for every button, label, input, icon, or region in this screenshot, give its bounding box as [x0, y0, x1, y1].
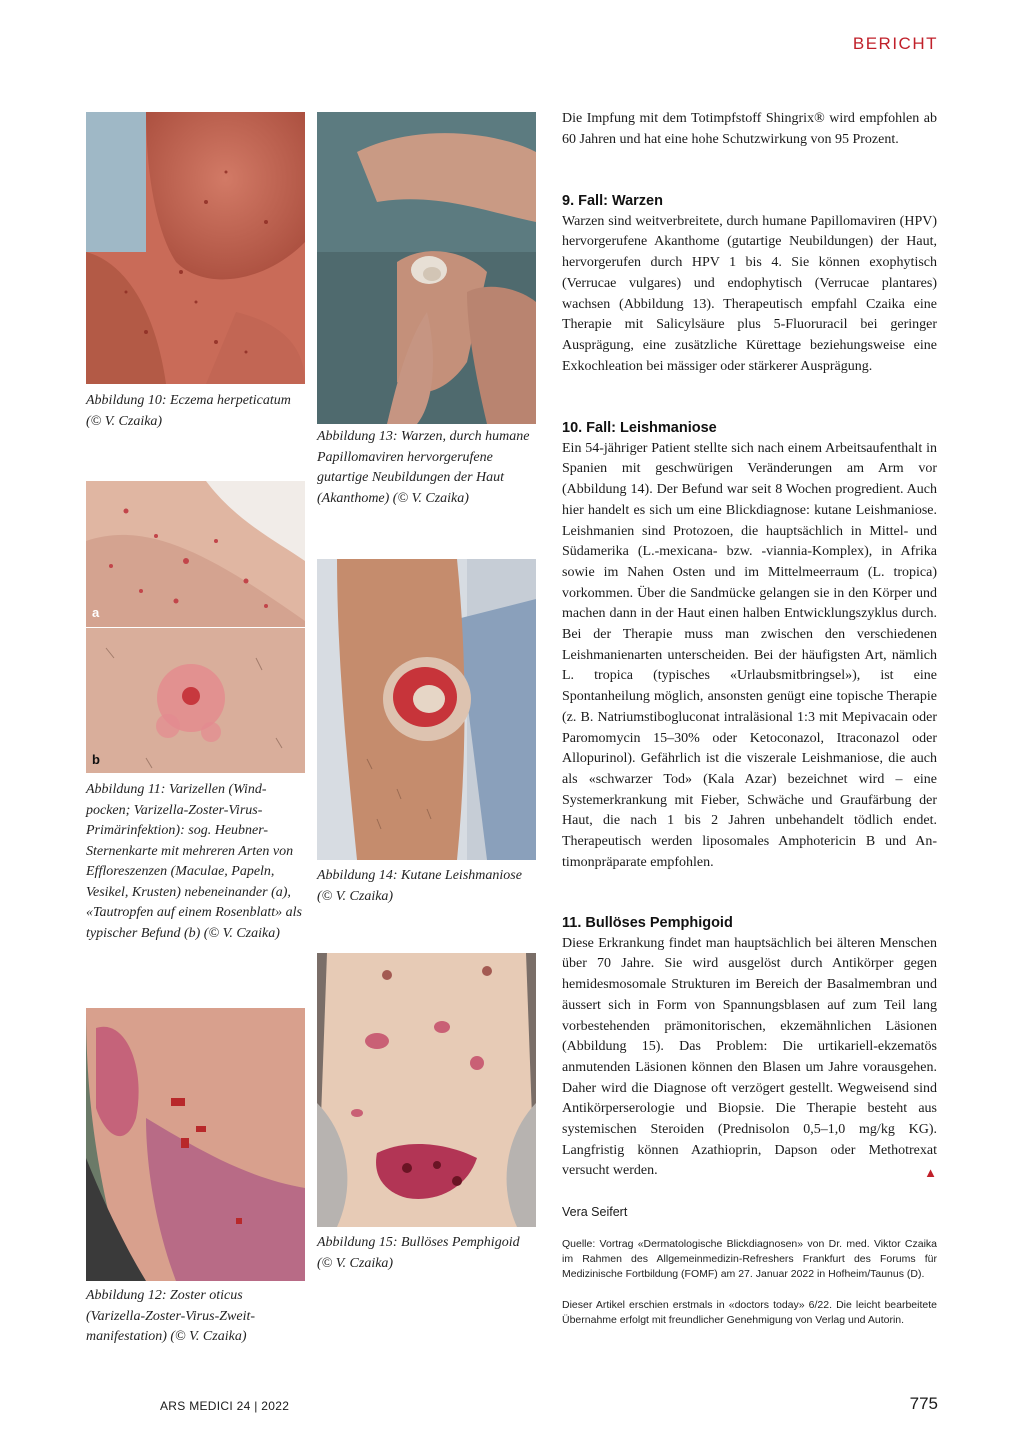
intro-paragraph: Die Impfung mit dem Totimpfstoff Shingrix® wird empfohlen ab 60 Jahren und hat eine hohe Schutzwirkung von 95 Prozent. [562, 111, 937, 147]
figure-11b-photo [86, 628, 305, 773]
figure-11a-photo [86, 481, 305, 627]
case-11-heading: 11. Bullöses Pemphigoid [562, 915, 733, 931]
author-name: Vera Seifert [562, 1205, 628, 1219]
case-9-heading: 9. Fall: Warzen [562, 193, 663, 209]
source-note: Quelle: Vortrag «Dermatologische Blickdiagnosen» von Dr. med. Viktor Czaika im Rahmen des Allgemeinmedizin-Refreshers Frankfurt des Forums für Medizinische Fortbildung (FOMF) am 27. Januar 2022 in Hofheim/Taunus (D). [562, 1238, 937, 1280]
case-9-text: Warzen sind weitverbreitete, durch humane Papillomaviren (HPV) hervorgerufene Akanthome (gutartige Neubildungen) der Haut, hervorgerufen durch HPV 1 bis 4. Sie können exophytisch (Verrucae vulgares) und endophytisch (Verrucae plantares) wachsen (Abbildung 13). Therapeutisch empfahl Czaika eine Therapie mit Salicylsäure plus 5-Fluoruracil bei geringer Ausprägung, eine zusätzliche Kürettage beziehungsweise eine Exkochleation bei mässiger oder stärkerer Ausprägung. [562, 213, 937, 374]
figure-15-caption: Abbildung 15: Bullöses Pemphigoid (© V. Czaika) [317, 1235, 520, 1271]
case-10-text: Ein 54-jähriger Patient stellte sich nach einem Arbeitsaufenthalt in Spanien mit geschwürigen Veränderungen am Arm vor (Abbildung 14). Der Befund war seit 8 Wochen progredient. Auch hier handelt es sich um eine Blickdiagnose: kutane Leishmaniose. Leishmanien sind Protozoen, die hauptsächlich in Mittel- und Südamerika (L.-mexicana- bzw. -viannia-Komplex), in Afrika sowie im Nahen Osten und im Mittelmeerraum (L. tropica) vorkommen. Über die Sandmücke gelangen sie in den Körper und machen dann in der Haut einen halben Entwicklungszyklus durch. Bei der Therapie muss man zwischen den verschiedenen Leishmanienarten unterscheiden. Bei der häufigsten Art, nämlich L. tropica (typisches «Urlaubsmitbringsel»), ist eine Spontanheilung möglich, ansonsten genügt eine topische Therapie (z. B. Natriumstibogluconat intraläsional 1:3 mit Mepivacain oder Paromomycin 15–30% oder Ketoconazol, Itraconazol oder Allopurinol). Gefährlich ist die viszerale Leishmaniose, die auch als «schwarzer Tod» (Kala Azar) bezeichnet wird – eine Systemerkrankung mit Fieber, Schwäche und Graufärbung der Haut, die nach 1 bis 2 Jahren unbehandelt tödlich endet. Therapeutisch werden liposomales Amphotericin B und Antimonpräparate empfohlen. [562, 440, 937, 870]
figure-12-photo [86, 1008, 305, 1281]
figure-11-caption: Abbildung 11: Varizellen (Windpocken; Varizella-Zoster-Virus-Primärinfektion): sog. Heubner-Sternenkarte mit mehreren Arten von Effloreszenzen (Maculae, Papeln, Vesikel, Krusten) nebeneinander (a), «Tautropfen auf einem Rosenblatt» als typischer Befund (b) (© V. Czaika) [86, 782, 302, 941]
figure-10-caption: Abbildung 10: Eczema herpeticatum (© V. Czaika) [86, 393, 291, 429]
figure-14-caption: Abbildung 14: Kutane Leishmaniose (© V. Czaika) [317, 868, 522, 904]
section-label: BERICHT [852, 34, 938, 53]
figure-11a-label: a [92, 605, 100, 620]
case-11-text [562, 934, 937, 1182]
page-number: 775 [909, 1394, 938, 1413]
case-11 [562, 913, 937, 1184]
figure-14-photo [317, 559, 536, 860]
figure-13-photo [317, 112, 536, 424]
case-11-body: Diese Erkrankung findet man hauptsächlich bei älteren Menschen über 70 Jahre. Sie wird ausgelöst durch Antikörper gegen hemidesmosomale Strukturen im Bereich der Basalmembran und äussert sich in Form von Spannungsblasen auf zum Teil lang vorbestehenden prämonitorischen, ekzemähnlichen Läsionen (Abbildung 15). Das Problem: Die urtikariell-ekzematös anmutenden Läsionen können den Blasen um Jahre vorausgehen. Daher wird die Diagnose oft verzögert gestellt. Wegweisend sind Antikörperserologie und Biopsie. Die Therapie besteht aus systemischen Steroiden (Prednisolon 0,5–1,0 mg/kg KG). Langfristig können Azathioprin, Dapson oder Methotrexat versucht werden. [562, 935, 937, 1179]
reprint-note: Dieser Artikel erschien erstmals in «doctors today» 6/22. Die leicht bearbeitete Übernahme erfolgt mit freundlicher Genehmigung von Verlag und Autorin. [562, 1299, 937, 1326]
case-9 [562, 191, 937, 377]
case-10-heading: 10. Fall: Leishmaniose [562, 420, 717, 436]
figure-12-caption: Abbildung 12: Zoster oticus (Varizella-Zoster-Virus-Zweitmanifestation) (© V. Czaika) [86, 1288, 256, 1344]
figure-13-caption: Abbildung 13: Warzen, durch humane Papillomaviren hervorgerufene gutartige Neubildungen der Haut (Akanthome) (© V. Czaika) [317, 429, 530, 506]
case-10 [562, 418, 937, 873]
figure-11b-label: b [92, 752, 100, 767]
journal-issue: ARS MEDICI 24 | 2022 [160, 1399, 290, 1413]
end-of-article-icon: ▲ [924, 1165, 937, 1181]
figure-10-photo [86, 112, 305, 384]
article-column [562, 109, 937, 150]
figure-15-photo [317, 953, 536, 1227]
